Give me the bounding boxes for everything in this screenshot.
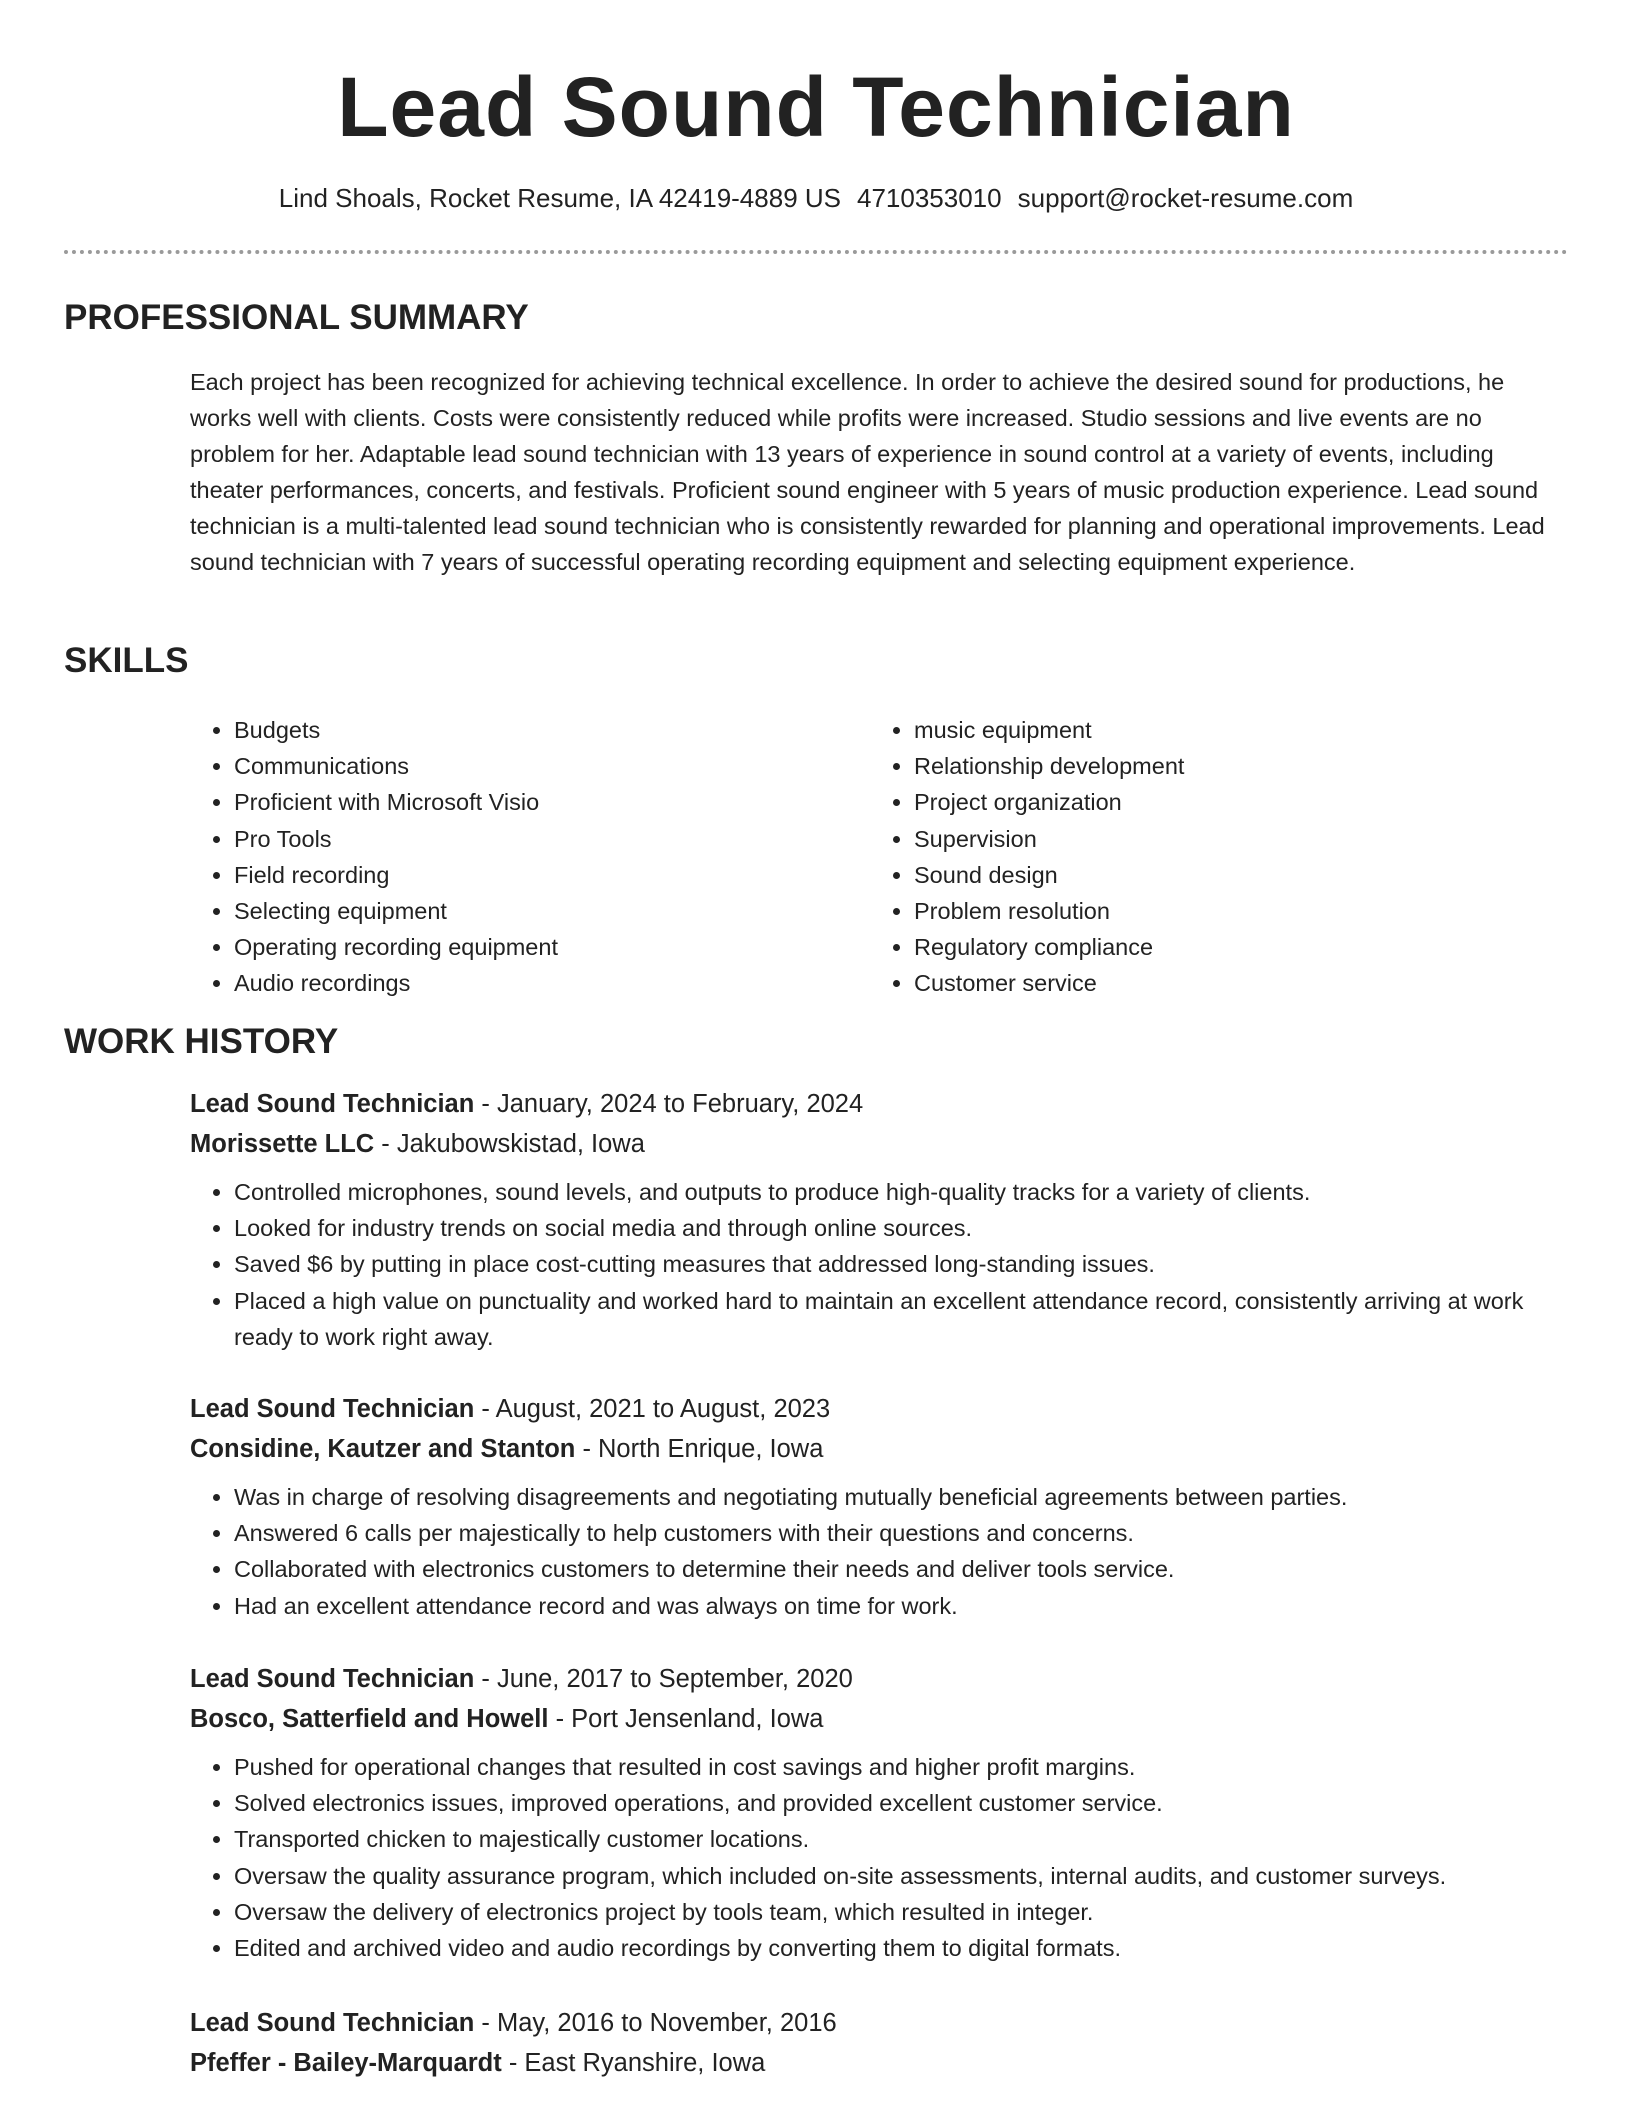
job-title-line [190, 1389, 1570, 1429]
job-bullet: • Oversaw the quality assurance program, which included on-site assessments, internal audits, and customer surveys. [234, 1858, 1570, 1894]
skills-list [190, 712, 1570, 1002]
skills-column-1 [190, 712, 870, 1002]
contact-address: Lind Shoals, Rocket Resume, IA 42419-4889 US [278, 183, 841, 213]
skill-item: • Regulatory compliance [914, 929, 1534, 965]
job-dates: - August, 2021 to August, 2023 [474, 1395, 831, 1423]
job-location: - North Enrique, Iowa [575, 1435, 824, 1463]
job-bullet: • Was in charge of resolving disagreements and negotiating mutually beneficial agreements between parties. [234, 1479, 1570, 1515]
job-bullet: • Oversaw the delivery of electronics project by tools team, which resulted in integer. [234, 1894, 1570, 1930]
job-bullet: • Transported chicken to majestically customer locations. [234, 1821, 1570, 1857]
job-bullet: • Had an excellent attendance record and was always on time for work. [234, 1588, 1570, 1624]
skill-item: • Selecting equipment [234, 893, 870, 929]
job-company: Pfeffer - Bailey-Marquardt [190, 2049, 502, 2077]
job-bullets [190, 1479, 1570, 1624]
job-bullet: • Controlled microphones, sound levels, and outputs to produce high-quality tracks for a variety of clients. [234, 1174, 1570, 1210]
skill-item: • Customer service [914, 965, 1534, 1001]
job-company: Bosco, Satterfield and Howell [190, 1705, 549, 1733]
candidate-name: Lead Sound Technician [337, 60, 1295, 154]
section-title-summary: PROFESSIONAL SUMMARY [64, 298, 529, 337]
job-bullets [190, 1174, 1570, 1355]
skill-item: • Audio recordings [234, 965, 870, 1001]
skills-column-2 [870, 712, 1534, 1002]
skill-item: • Communications [234, 748, 870, 784]
job-title: Lead Sound Technician [190, 1665, 475, 1693]
job-entry [190, 2003, 1570, 2083]
skill-item: • Problem resolution [914, 893, 1534, 929]
job-entry [190, 1084, 1570, 1355]
job-bullet: • Solved electronics issues, improved operations, and provided excellent customer service. [234, 1785, 1570, 1821]
skill-item: • Supervision [914, 821, 1534, 857]
job-title: Lead Sound Technician [190, 1395, 475, 1423]
job-bullet: • Saved $6 by putting in place cost-cutting measures that addressed long-standing issues. [234, 1246, 1570, 1282]
job-entry [190, 1659, 1570, 1966]
job-company: Considine, Kautzer and Stanton [190, 1435, 576, 1463]
skill-item: • Pro Tools [234, 821, 870, 857]
job-bullet: • Pushed for operational changes that resulted in cost savings and higher profit margins. [234, 1749, 1570, 1785]
skill-item: • Proficient with Microsoft Visio [234, 784, 870, 820]
job-bullet: • Answered 6 calls per majestically to help customers with their questions and concerns. [234, 1515, 1570, 1551]
section-title-work-history: WORK HISTORY [64, 1022, 339, 1061]
section-title-skills: SKILLS [64, 641, 189, 680]
contact-phone: 4710353010 [857, 183, 1002, 213]
job-title-line [190, 1084, 1570, 1124]
job-location: - East Ryanshire, Iowa [501, 2049, 766, 2077]
skill-item: • Relationship development [914, 748, 1534, 784]
contact-line [0, 180, 1632, 216]
contact-email: support@rocket-resume.com [1017, 183, 1354, 213]
job-company-line [190, 1124, 1570, 1164]
job-dates: - June, 2017 to September, 2020 [474, 1665, 853, 1693]
job-location: - Jakubowskistad, Iowa [374, 1130, 645, 1158]
job-title-line [190, 2003, 1570, 2043]
skill-item: • music equipment [914, 712, 1534, 748]
job-title-line [190, 1659, 1570, 1699]
job-bullet: • Edited and archived video and audio recordings by converting them to digital formats. [234, 1930, 1570, 1966]
summary-text: Each project has been recognized for achieving technical excellence. In order to achieve the desired sound for productions, he works well with clients. Costs were consistently reduced while profits were increased. Studio sessions and live events are no problem for her. Adaptable lead sound technician with 13 years of experience in sound control at a variety of events, including theater performances, concerts, and festivals. Proficient sound engineer with 5 years of music production experience. Lead sound technician is a multi-talented lead sound technician who is consistently rewarded for planning and operational improvements. Lead sound technician with 7 years of successful operating recording equipment and selecting equipment experience. [190, 369, 1545, 575]
job-title: Lead Sound Technician [190, 1090, 475, 1118]
job-bullets [190, 1749, 1570, 1966]
skill-item: • Budgets [234, 712, 870, 748]
job-dates: - January, 2024 to February, 2024 [474, 1090, 864, 1118]
job-bullet: • Collaborated with electronics customers to determine their needs and deliver tools service. [234, 1551, 1570, 1587]
job-location: - Port Jensenland, Iowa [548, 1705, 824, 1733]
job-company: Morissette LLC [190, 1130, 375, 1158]
job-bullet: • Placed a high value on punctuality and worked hard to maintain an excellent attendance record, consistently arriving at work ready to work right away. [234, 1283, 1570, 1355]
skill-item: • Operating recording equipment [234, 929, 870, 965]
job-title: Lead Sound Technician [190, 2009, 475, 2037]
job-entry [190, 1389, 1570, 1624]
job-company-line [190, 1699, 1570, 1739]
job-company-line [190, 1429, 1570, 1469]
skill-item: • Project organization [914, 784, 1534, 820]
job-bullet: • Looked for industry trends on social media and through online sources. [234, 1210, 1570, 1246]
job-dates: - May, 2016 to November, 2016 [474, 2009, 837, 2037]
header-divider [64, 250, 1568, 254]
skill-item: • Field recording [234, 857, 870, 893]
job-company-line [190, 2043, 1570, 2083]
skill-item: • Sound design [914, 857, 1534, 893]
